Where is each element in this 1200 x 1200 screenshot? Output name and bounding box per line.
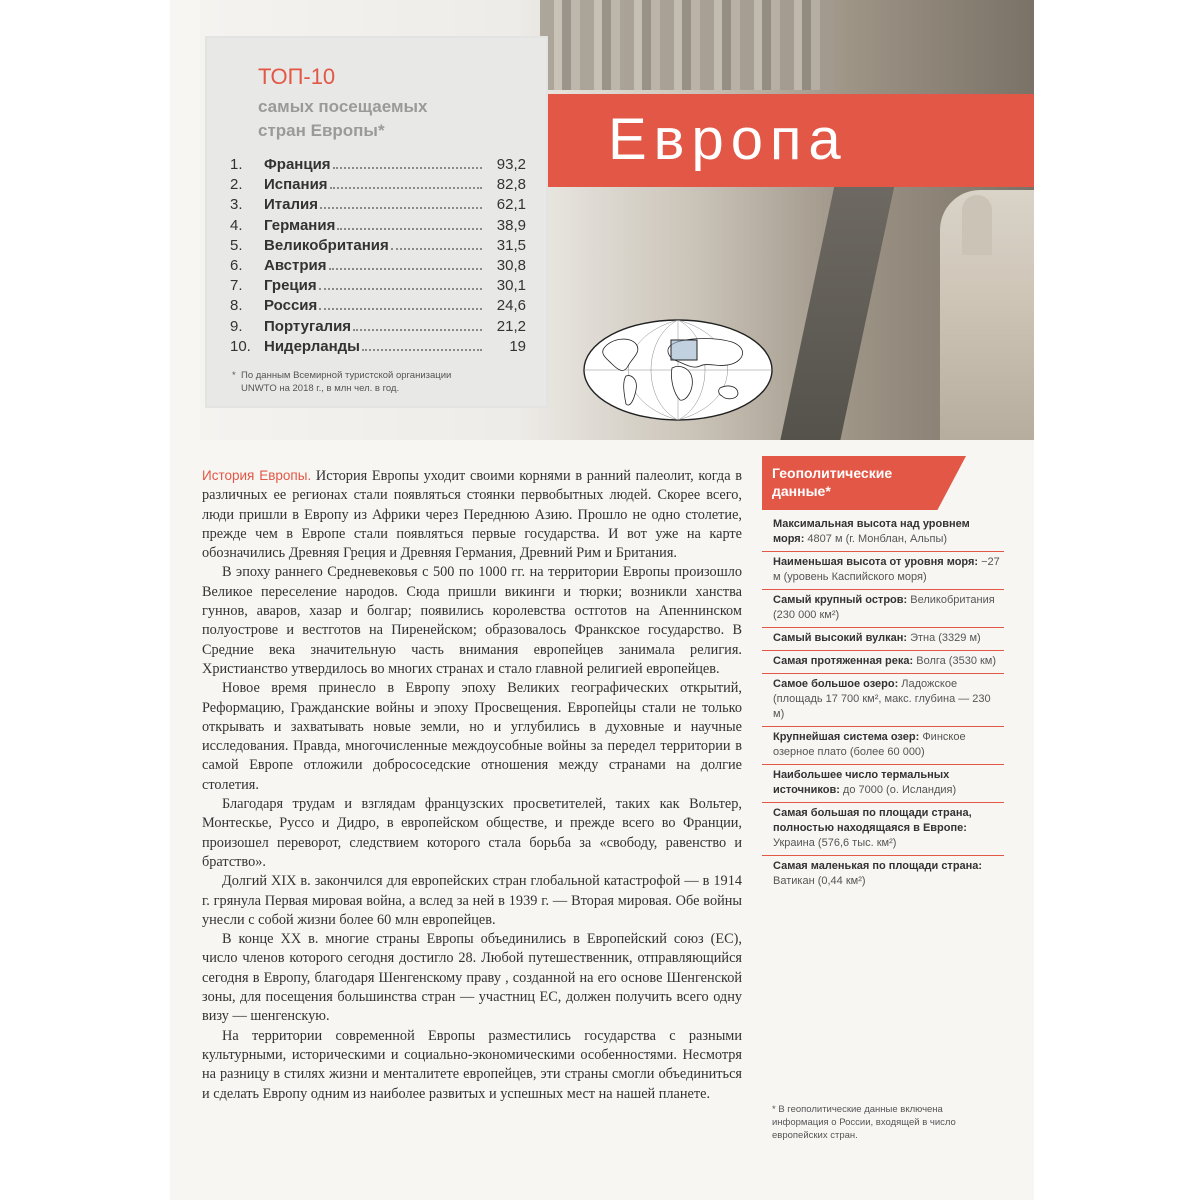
country: Франция (264, 156, 331, 173)
list-item (230, 338, 526, 358)
fact-value: Ватикан (0,44 км²) (773, 875, 866, 887)
value: 30,1 (496, 277, 526, 295)
sidebar-title: Геополитические данные* (772, 465, 893, 499)
article-paragraph (202, 466, 742, 563)
cathedral-tower (962, 195, 992, 255)
fact-label: Самая протяженная река: (773, 655, 914, 667)
footnote-line-1: По данным Всемирной туристской организации (241, 370, 452, 381)
leader-dots (330, 187, 482, 189)
country: Австрия (264, 256, 327, 274)
list-item (762, 764, 1004, 802)
article-paragraph: В эпоху раннего Средневековья с 500 по 1000 гг. на территории Европы произошло Великое переселение народов. Сюда пришли викинги и тюрки; возникли ханства гуннов, аваров, хазар и болгар; появились королевства остготов на Апеннинском полуострове и вестготов на Пиренейском; образовалось Франкское государство. В Средние века значительную часть внимания европейцев занимала религия. Христианство утвердилось во многих странах и стало главной религией европейцев. (202, 564, 742, 677)
rank: 9. (230, 317, 243, 335)
fact-label: Крупнейшая система озер: (773, 731, 920, 743)
country: Германия (264, 216, 336, 234)
leader-dots (333, 167, 482, 169)
list-item (230, 156, 526, 176)
value: 31,5 (496, 236, 526, 254)
fact-label: Наибольшее число термальных источников: (773, 769, 950, 796)
article-paragraph: Новое время принесло в Европу эпоху Великих географических открытий, Реформацию, Гражданские войны и эпоху Просвещения. Европейцы стали не только открывать и захватывать новые земли, но и углубились в духовные и научные исследования. Правда, многочисленные междоусобные войны за передел территории в самой Европе отложили добрососедские отношения между странами на долгие столетия. (202, 680, 742, 793)
fact-value: Этна (3329 м) (907, 632, 981, 644)
list-item (762, 627, 1004, 650)
country: Великобритания (264, 236, 389, 254)
fact-value: Великобритания (230 000 км²) (773, 594, 995, 621)
list-item (230, 237, 526, 257)
geo-facts-list (762, 514, 1004, 893)
fact-label: Самая маленькая по площади страна: (773, 860, 983, 872)
country: Италия (264, 196, 318, 214)
fact-value: Финское озерное плато (более 60 000) (773, 731, 966, 758)
top10-list (230, 156, 526, 358)
value: 62,1 (496, 196, 526, 214)
article-paragraph: На территории современной Европы разместились государства с разными культурными, историческими и социально-экономическими особенностями. Несмотря на разницу в стилях жизни и менталитете европейцев, эти страны смогли объединиться и сделать Европу одним из наиболее развитых и успешных мест на нашей планете. (202, 1027, 742, 1102)
fact-label: Самая большая по площади страна, полностью находящаяся в Европе: (773, 807, 972, 834)
value: 38,9 (496, 216, 526, 234)
fact-label: Самый высокий вулкан: (773, 632, 908, 644)
rank: 2. (230, 176, 243, 194)
list-item (230, 297, 526, 317)
value: 19 (509, 337, 526, 355)
fact-value: 4807 м (г. Монблан, Альпы) (804, 533, 948, 545)
list-item (230, 217, 526, 237)
list-item (230, 196, 526, 216)
country: Нидерланды (264, 337, 360, 355)
rank: 3. (230, 196, 243, 214)
country: Россия (264, 297, 318, 315)
leader-dots (391, 248, 482, 250)
fact-value: Волга (3530 км) (913, 655, 997, 667)
fact-label: Максимальная высота над уровнем моря: (773, 518, 970, 545)
list-item (230, 257, 526, 277)
value: 30,8 (496, 256, 526, 274)
list-item (762, 551, 1004, 589)
fact-value: до 7000 (о. Исландия) (839, 784, 957, 796)
rank: 1. (230, 156, 243, 173)
value: 82,8 (496, 176, 526, 194)
leader-dots (337, 228, 482, 230)
fact-label: Самый крупный остров: (773, 594, 908, 606)
leader-dots (329, 268, 482, 270)
leader-dots (362, 349, 482, 351)
footnote-star: * (232, 370, 236, 381)
country: Португалия (264, 317, 352, 335)
fact-label: Самое большое озеро: (773, 678, 899, 690)
article-paragraph: Благодаря трудам и взглядам французских просветителей, таких как Вольтер, Монтескье, Руссо и Дидро, в европейском обществе, и прежде всего во Франции, произошел переворот, следствием которого стала борьба за «свободу, равенство и братство». (202, 796, 742, 870)
list-item (762, 514, 1004, 551)
article-text: История Европы уходит своими корнями в ранний палеолит, когда в различных ее регионах стали появляться стоянки первобытных людей. Скорее всего, люди пришли в Европу из Африки через Переднюю Азию. Прошло не одно столетие, прежде чем в Европе стали появляться первые государства. И вот уже на карте обозначились Древняя Греция и Древняя Германия, Древний Рим и Британия. (202, 468, 743, 562)
list-item (230, 176, 526, 196)
page-title: Европа (608, 107, 848, 172)
list-item (762, 673, 1004, 726)
fact-label: Наименьшая высота от уровня моря: (773, 556, 979, 568)
article-lead: История Европы. (202, 468, 312, 483)
rank: 4. (230, 216, 243, 234)
fact-value: Украина (576,6 тыс. км²) (773, 837, 897, 849)
value: 93,2 (496, 156, 526, 173)
top10-subtitle-1: самых посещаемых (258, 97, 428, 116)
list-item (230, 277, 526, 297)
rank: 7. (230, 277, 243, 295)
top10-subtitle-2: стран Европы* (258, 121, 385, 140)
fact-value: −27 м (уровень Каспийского моря) (773, 556, 1000, 583)
country: Испания (264, 176, 328, 194)
country: Греция (264, 277, 317, 295)
value: 21,2 (496, 317, 526, 335)
value: 24,6 (496, 297, 526, 315)
list-item (762, 726, 1004, 764)
rank: 8. (230, 297, 243, 315)
leader-dots (353, 329, 482, 331)
list-item (762, 589, 1004, 627)
sidebar-footnote: * В геополитические данные включена информация о России, входящей в число европейских стран. (772, 1104, 956, 1141)
list-item (762, 855, 1004, 893)
footnote-line-2: UNWTO на 2018 г., в млн чел. в год. (241, 383, 400, 394)
fact-value: Ладожское (площадь 17 700 км², макс. глубина — 230 м) (773, 678, 991, 720)
top10-title: ТОП-10 (258, 64, 336, 89)
world-map-icon (582, 318, 774, 423)
article-paragraph: Долгий XIX в. закончился для европейских стран глобальной катастрофой — в 1914 г. грянула Первая мировая война, а вслед за ней в 1939 г. — Вторая мировая. Обе войны унесли с собой жизни более 60 млн европейцев. (202, 873, 742, 928)
list-item (762, 802, 1004, 855)
leader-dots (319, 288, 482, 290)
leader-dots (319, 308, 482, 310)
article-body (202, 466, 742, 1104)
city-skyline (540, 0, 834, 90)
list-item (230, 318, 526, 338)
rank: 10. (230, 337, 251, 355)
rank: 5. (230, 236, 243, 254)
list-item (762, 650, 1004, 673)
rank: 6. (230, 256, 243, 274)
article-paragraph: В конце XX в. многие страны Европы объединились в Европейский союз (ЕС), число членов которого сегодня достигло 28. Любой путешественник, отправляющийся сегодня в Европу, благодаря Шенгенскому праву , созданной на его основе Шенгенской зоны, для посещения большинства стран — участниц ЕС, должен получить всего одну визу — шенгенскую. (202, 931, 742, 1025)
leader-dots (320, 207, 482, 209)
